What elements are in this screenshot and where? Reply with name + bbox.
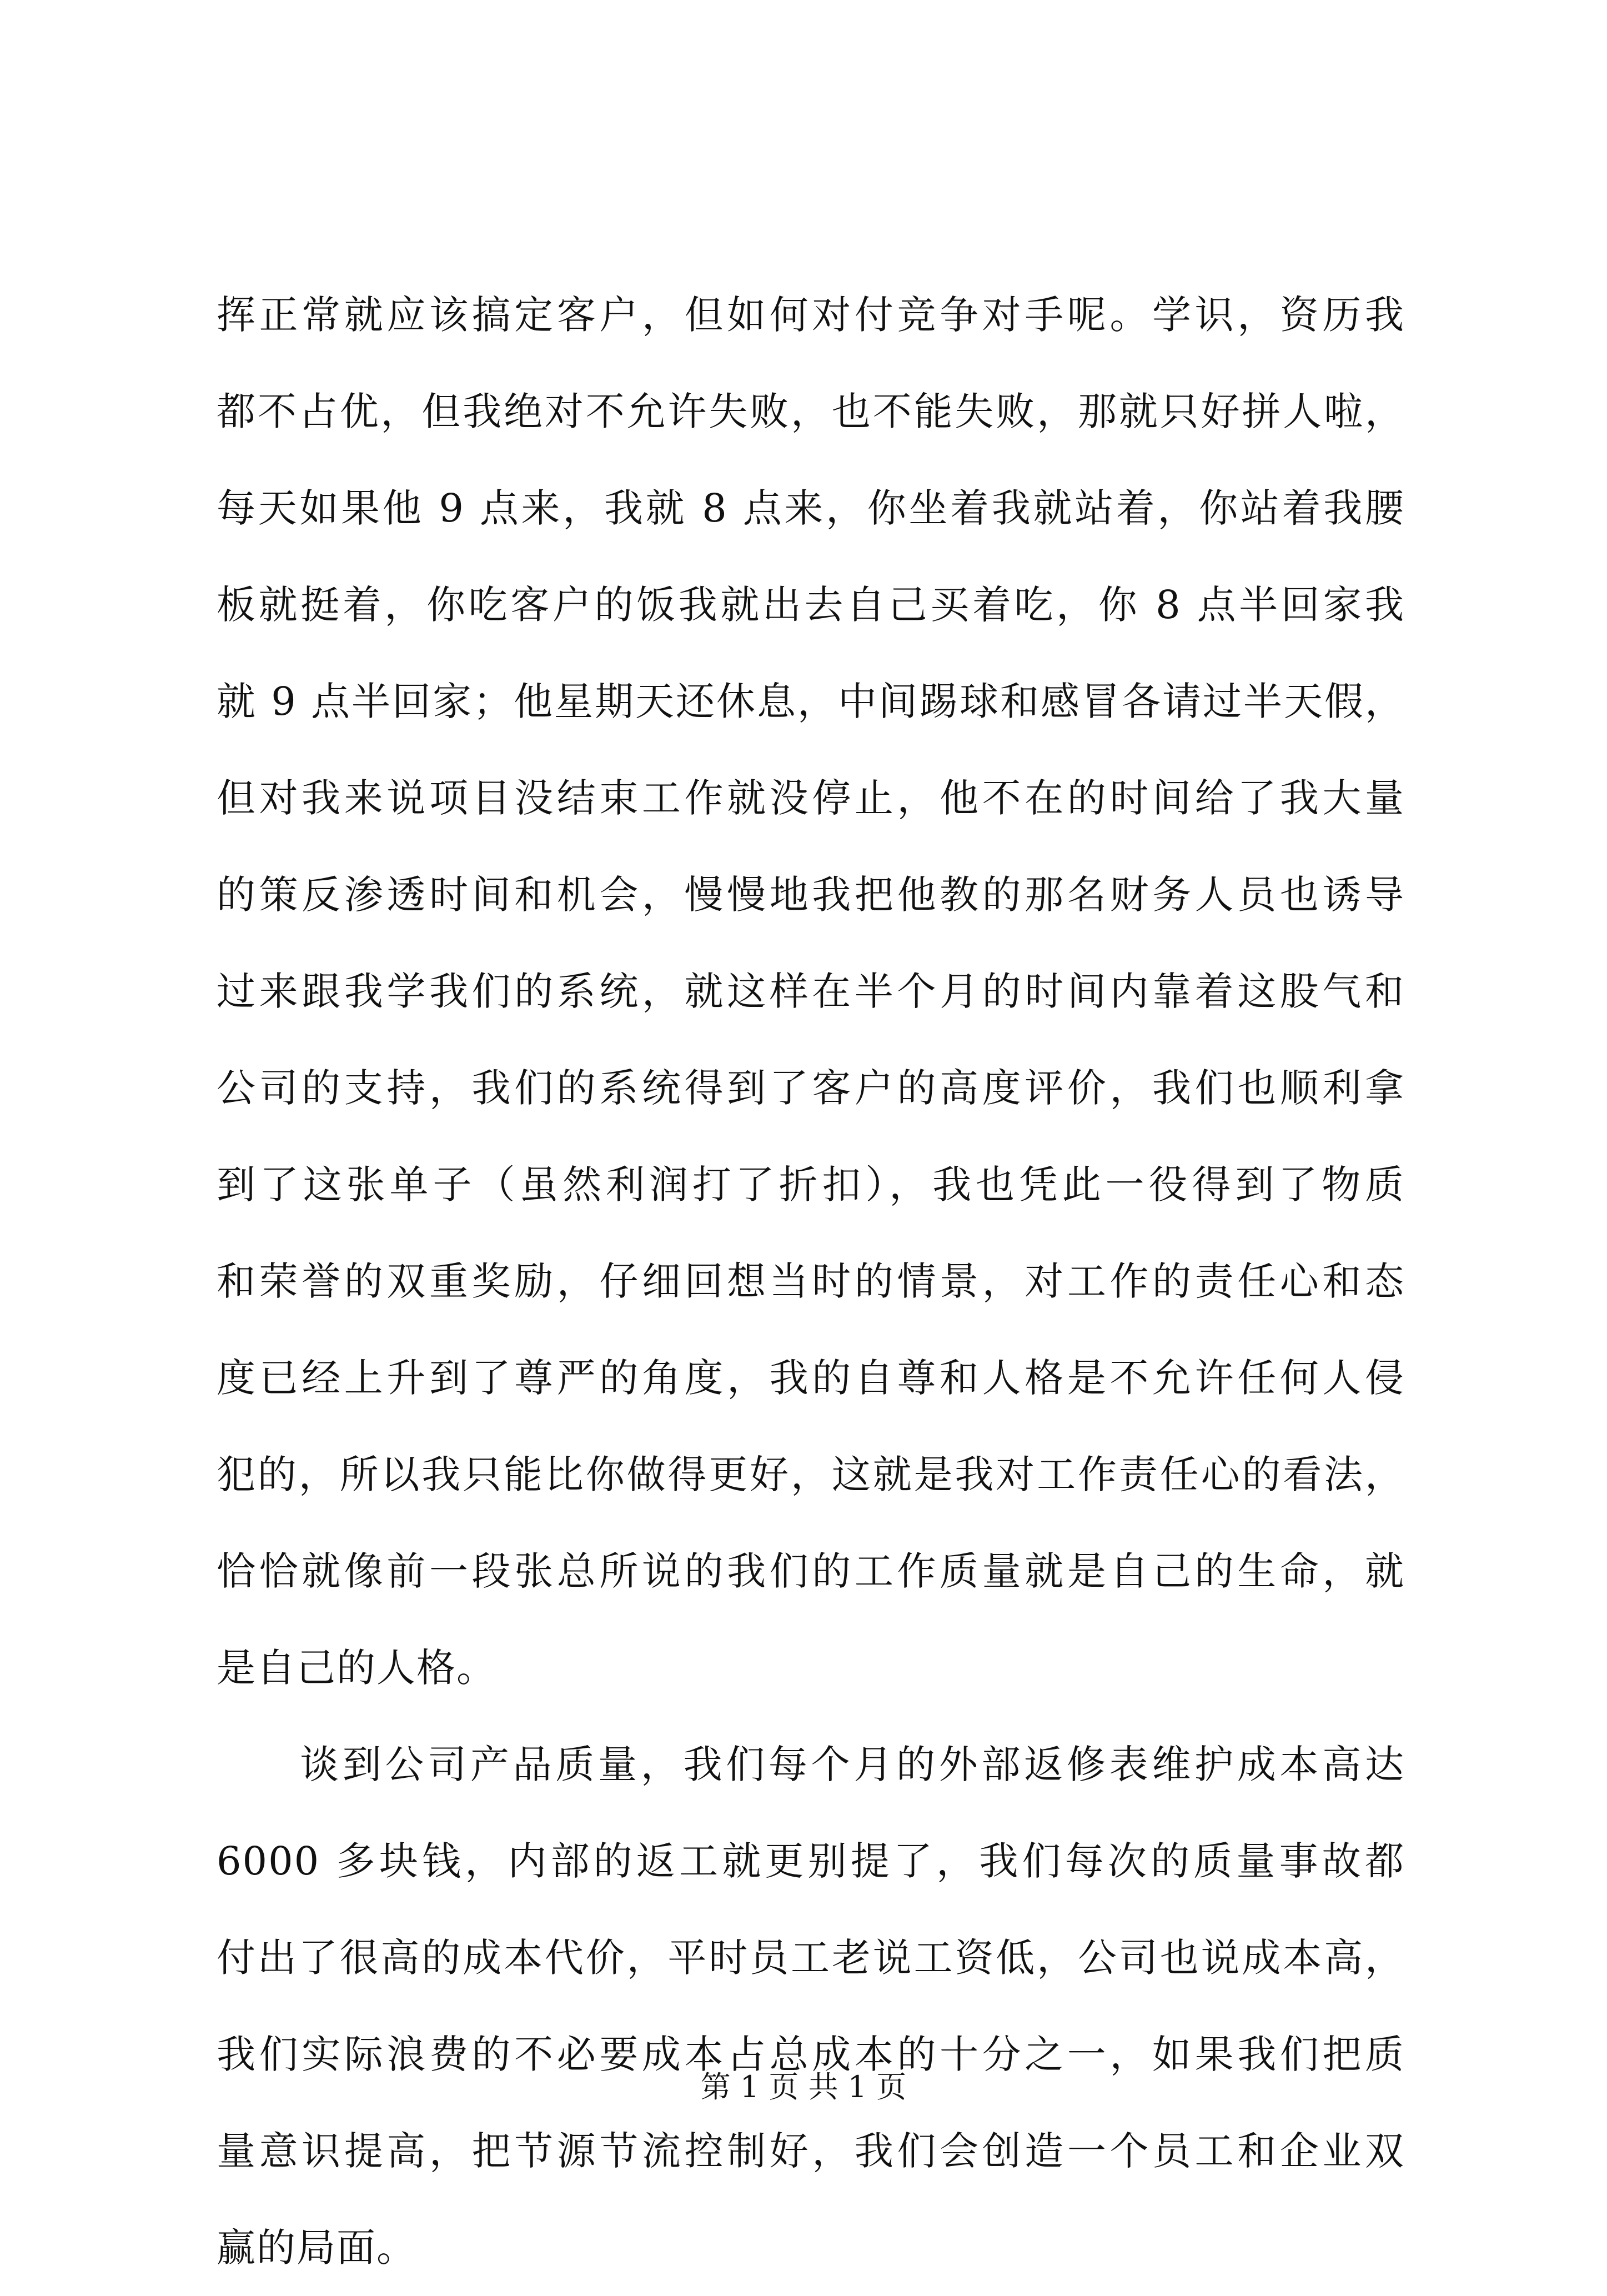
text-line: 量意识提高，把节源节流控制好，我们会创造一个员工和企业双 xyxy=(217,2128,1405,2174)
text-line: 和荣誉的双重奖励，仔细回想当时的情景，对工作的责任心和态 xyxy=(217,1259,1405,1304)
text-line: 到了这张单子（虽然利润打了折扣），我也凭此一役得到了物质 xyxy=(217,1162,1405,1207)
text-line: 公司的支持，我们的系统得到了客户的高度评价，我们也顺利拿 xyxy=(217,1065,1405,1111)
text-line: 就 9 点半回家；他星期天还休息，中间踢球和感冒各请过半天假， xyxy=(217,679,1405,724)
text-line: 付出了很高的成本代价，平时员工老说工资低，公司也说成本高， xyxy=(217,1935,1405,1981)
text-line: 恰恰就像前一段张总所说的我们的工作质量就是自己的生命，就 xyxy=(217,1548,1405,1594)
text-line: 但对我来说项目没结束工作就没停止，他不在的时间给了我大量 xyxy=(217,775,1405,821)
text-line: 赢的局面。 xyxy=(217,2225,416,2270)
text-line: 度已经上升到了尊严的角度，我的自尊和人格是不允许任何人侵 xyxy=(217,1355,1405,1401)
text-line: 是自己的人格。 xyxy=(217,1645,496,1691)
text-line: 每天如果他 9 点来，我就 8 点来，你坐着我就站着，你站着我腰 xyxy=(217,485,1405,531)
text-line: 的策反渗透时间和机会，慢慢地我把他教的那名财务人员也诱导 xyxy=(217,872,1405,918)
text-line: 板就挺着，你吃客户的饭我就出去自己买着吃，你 8 点半回家我 xyxy=(217,582,1405,628)
text-line: 谈到公司产品质量，我们每个月的外部返修表维护成本高达 xyxy=(300,1742,1405,1787)
page-footer: 第 1 页 共 1 页 xyxy=(700,2069,907,2104)
body-text xyxy=(217,267,1405,2296)
text-line: 我们实际浪费的不必要成本占总成本的十分之一，如果我们把质 xyxy=(217,2032,1405,2077)
text-line: 都不占优，但我绝对不允许失败，也不能失败，那就只好拼人啦， xyxy=(217,389,1405,434)
text-line: 挥正常就应该搞定客户，但如何对付竞争对手呢。学识，资历我 xyxy=(217,292,1405,338)
text-line: 6000 多块钱，内部的返工就更别提了，我们每次的质量事故都 xyxy=(217,1838,1405,1884)
text-line: 犯的，所以我只能比你做得更好，这就是我对工作责任心的看法， xyxy=(217,1452,1405,1497)
text-line: 过来跟我学我们的系统，就这样在半个月的时间内靠着这股气和 xyxy=(217,969,1405,1014)
